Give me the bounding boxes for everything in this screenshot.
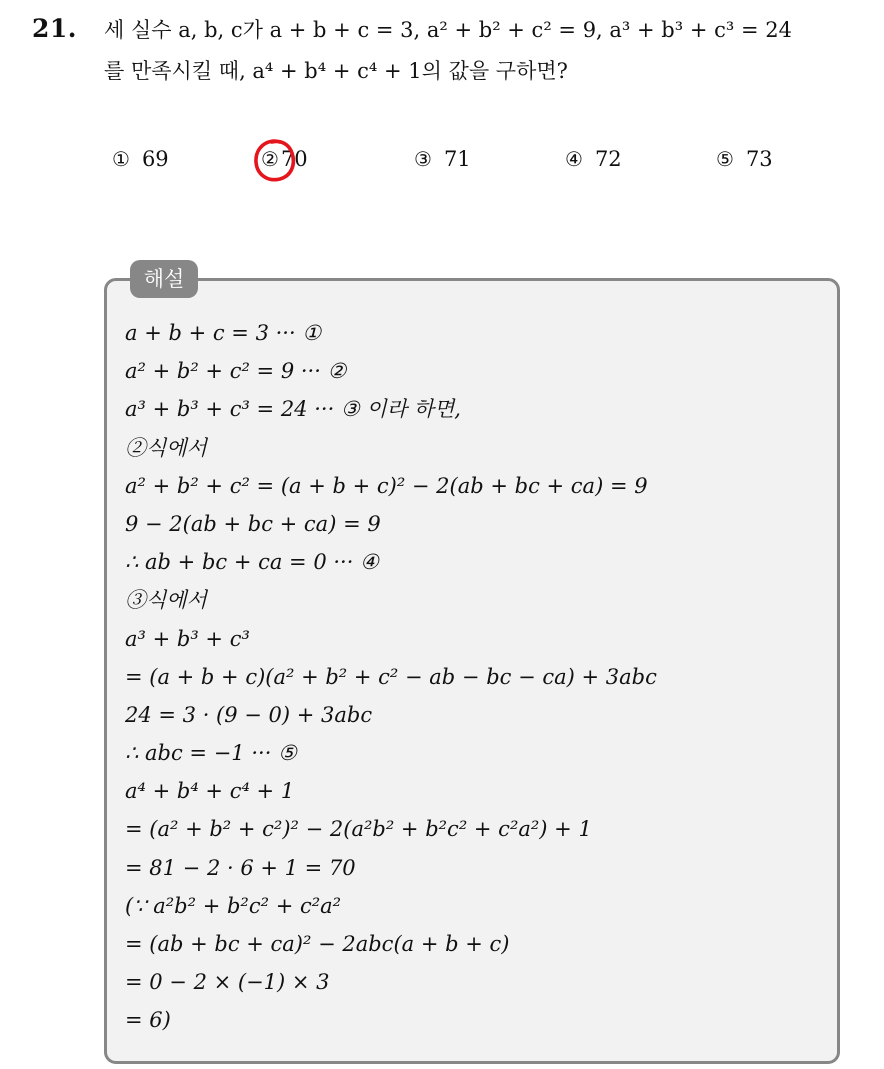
solution-line: a³ + b³ + c³ = 24 ··· ③ 이라 하면, [125,397,461,422]
solution-line: 24 = 3 · (9 − 0) + 3abc [125,702,373,727]
solution-line: ③식에서 [125,588,207,613]
solution-line: = 6) [125,1008,171,1033]
solution-line: a³ + b³ + c³ [125,626,250,651]
question-text-line-1: 세 실수 a, b, c가 a + b + c = 3, a² + b² + c² = 9, a³ + b³ + c³ = 24 [104,18,792,42]
solution-line: ∴ ab + bc + ca = 0 ··· ④ [125,550,379,575]
choice-5[interactable] [716,142,773,176]
choice-2-value: 70 [280,147,308,171]
choice-3-value: 71 [443,147,471,171]
question-text-line-2: 를 만족시킬 때, a⁴ + b⁴ + c⁴ + 1의 값을 구하면? [104,59,568,83]
solution-line: 9 − 2(ab + bc + ca) = 9 [125,511,381,536]
solution-line: = (a² + b² + c²)² − 2(a²b² + b²c² + c²a²) + 1 [125,817,592,842]
solution-line: = (ab + bc + ca)² − 2abc(a + b + c) [125,932,510,956]
solution-line: = 0 − 2 × (−1) × 3 [125,970,330,995]
question-number: 21. [32,14,77,43]
choice-1-mark: ① [112,147,130,171]
answer-choices [0,142,884,176]
choice-3-mark: ③ [414,147,432,171]
solution-line: = 81 − 2 · 6 + 1 = 70 [125,855,356,880]
solution-line: = (a + b + c)(a² + b² + c² − ab − bc − ca) + 3abc [125,664,657,689]
choice-4-value: 72 [594,147,622,171]
choice-1-value: 69 [141,147,169,171]
choice-1[interactable] [112,142,169,176]
solution-line: (∵ a²b² + b²c² + c²a² [125,893,342,918]
solution-line: a² + b² + c² = 9 ··· ② [125,359,347,384]
solution-line: ②식에서 [125,435,207,460]
choice-3[interactable] [414,142,471,176]
solution-line: a² + b² + c² = (a + b + c)² − 2(ab + bc + ca) = 9 [125,473,648,498]
solution-lines [125,314,825,1040]
choice-5-value: 73 [745,147,773,171]
choice-2[interactable] [261,142,308,176]
solution-line: a⁴ + b⁴ + c⁴ + 1 [125,779,295,804]
solution-line: ∴ abc = −1 ··· ⑤ [125,741,297,766]
choice-5-mark: ⑤ [716,147,734,171]
solution-line: a + b + c = 3 ··· ① [125,321,322,345]
choice-4-mark: ④ [565,147,583,171]
solution-tag: 해설 [130,260,198,298]
choice-2-mark: ② [261,147,279,171]
choice-4[interactable] [565,142,622,176]
